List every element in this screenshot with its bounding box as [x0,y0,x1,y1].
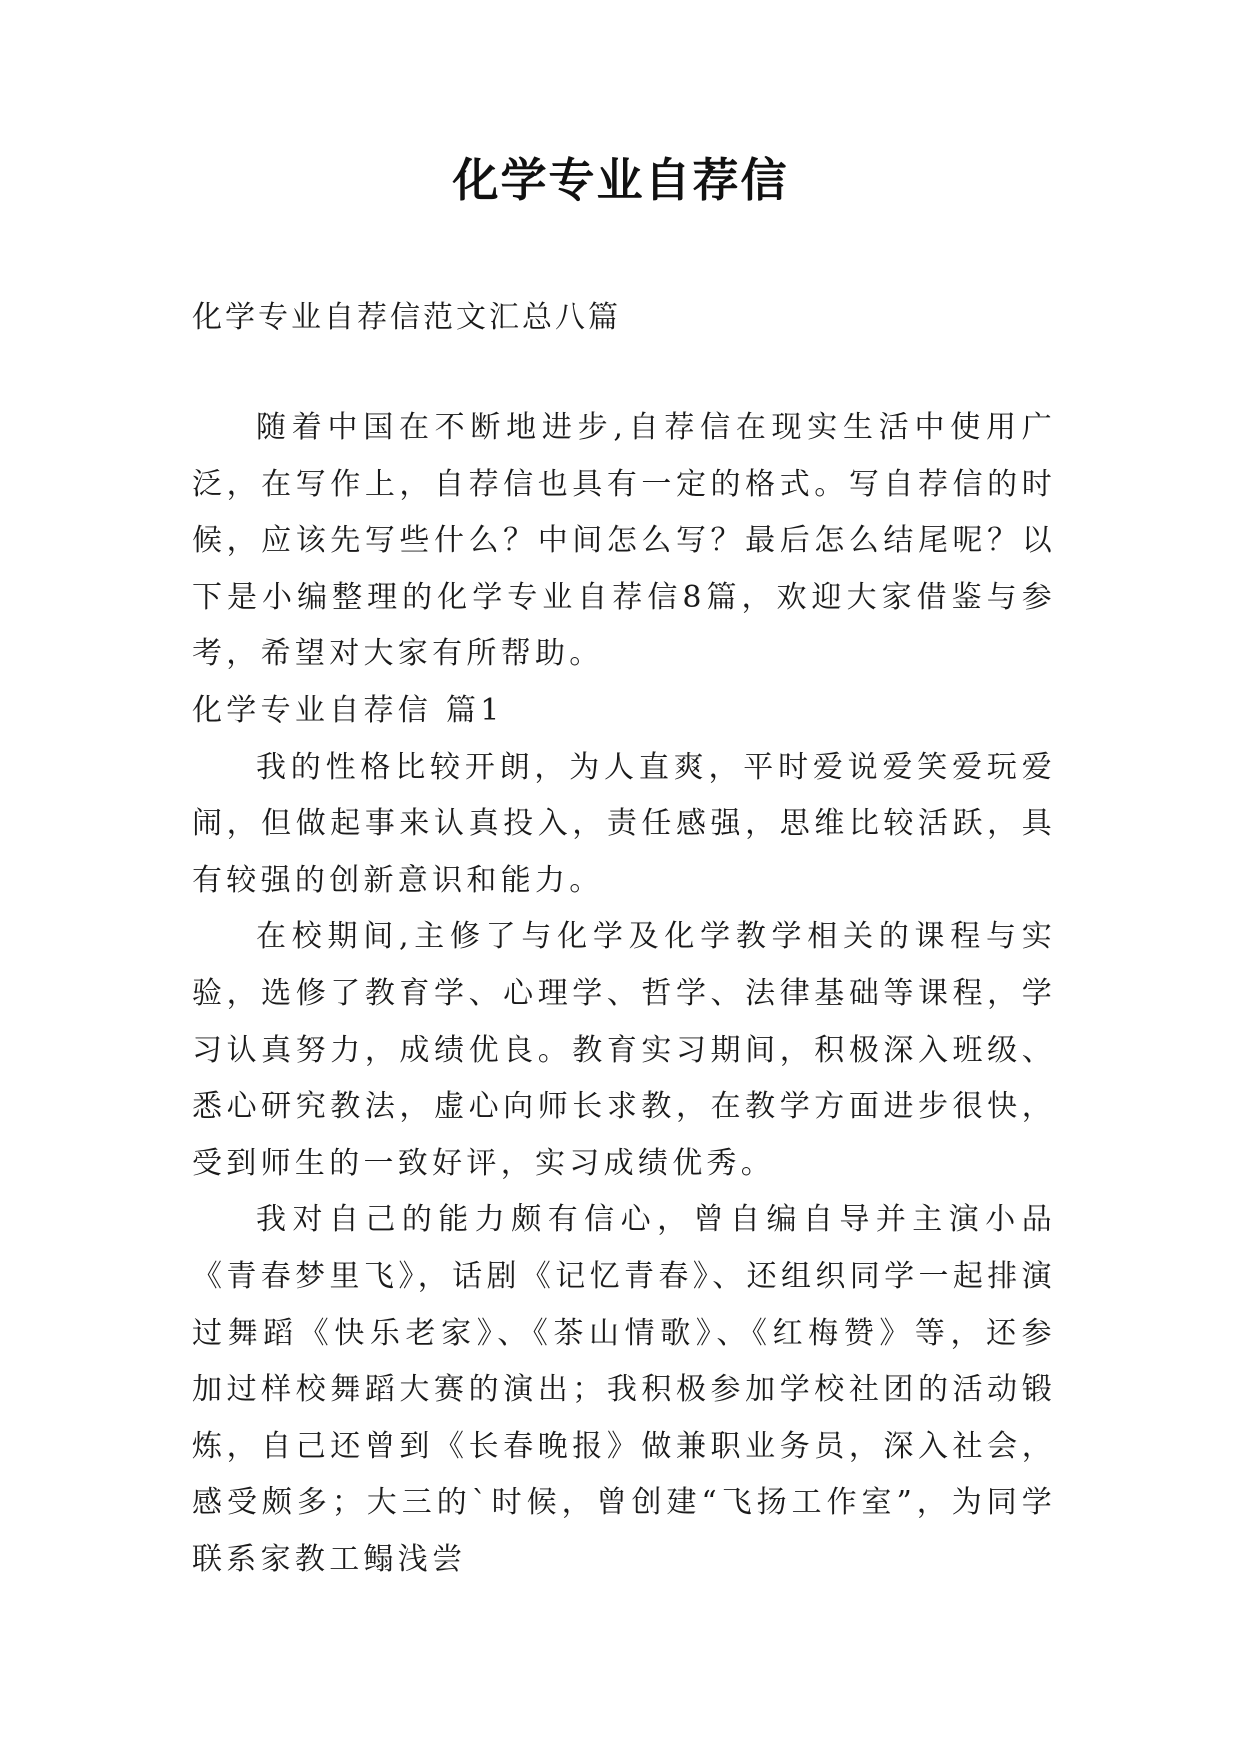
body-paragraph-2: 在校期间,主修了与化学及化学教学相关的课程与实验，选修了教育学、心理学、哲学、法律基础等课程，学习认真努力，成绩优良。教育实习期间，积极深入班级、悉心研究教法，虚心向师长求教，在教学方面进步很快，受到师生的一致好评，实习成绩优秀。 [192,919,1056,1181]
document-subtitle: 化学专业自荐信范文汇总八篇 [192,300,621,335]
section-heading: 化学专业自荐信 篇1 [192,692,504,728]
intro-paragraph: 随着中国在不断地进步,自荐信在现实生活中使用广泛，在写作上，自荐信也具有一定的格式。写自荐信的时候，应该先写些什么？中间怎么写？最后怎么结尾呢？以下是小编整理的化学专业自荐信8篇，欢迎大家借鉴与参考，希望对大家有所帮助。 [192,410,1056,672]
document-body [192,400,1056,1588]
body-paragraph-3: 我对自己的能力颇有信心，曾自编自导并主演小品《青春梦里飞》，话剧《记忆青春》、还组织同学一起排演过舞蹈《快乐老家》、《茶山情歌》、《红梅赞》等，还参加过样校舞蹈大赛的演出；我积极参加学校社团的活动锻炼，自己还曾到《长春晚报》做兼职业务员，深入社会，感受颇多；大三的`时候，曾创建“飞扬工作室”，为同学联系家教工鳎浅尝 [192,1202,1056,1577]
body-paragraph-1: 我的性格比较开朗，为人直爽，平时爱说爱笑爱玩爱闹，但做起事来认真投入，责任感强，思维比较活跃，具有较强的创新意识和能力。 [192,749,1056,898]
document-title: 化学专业自荐信 [452,153,789,207]
